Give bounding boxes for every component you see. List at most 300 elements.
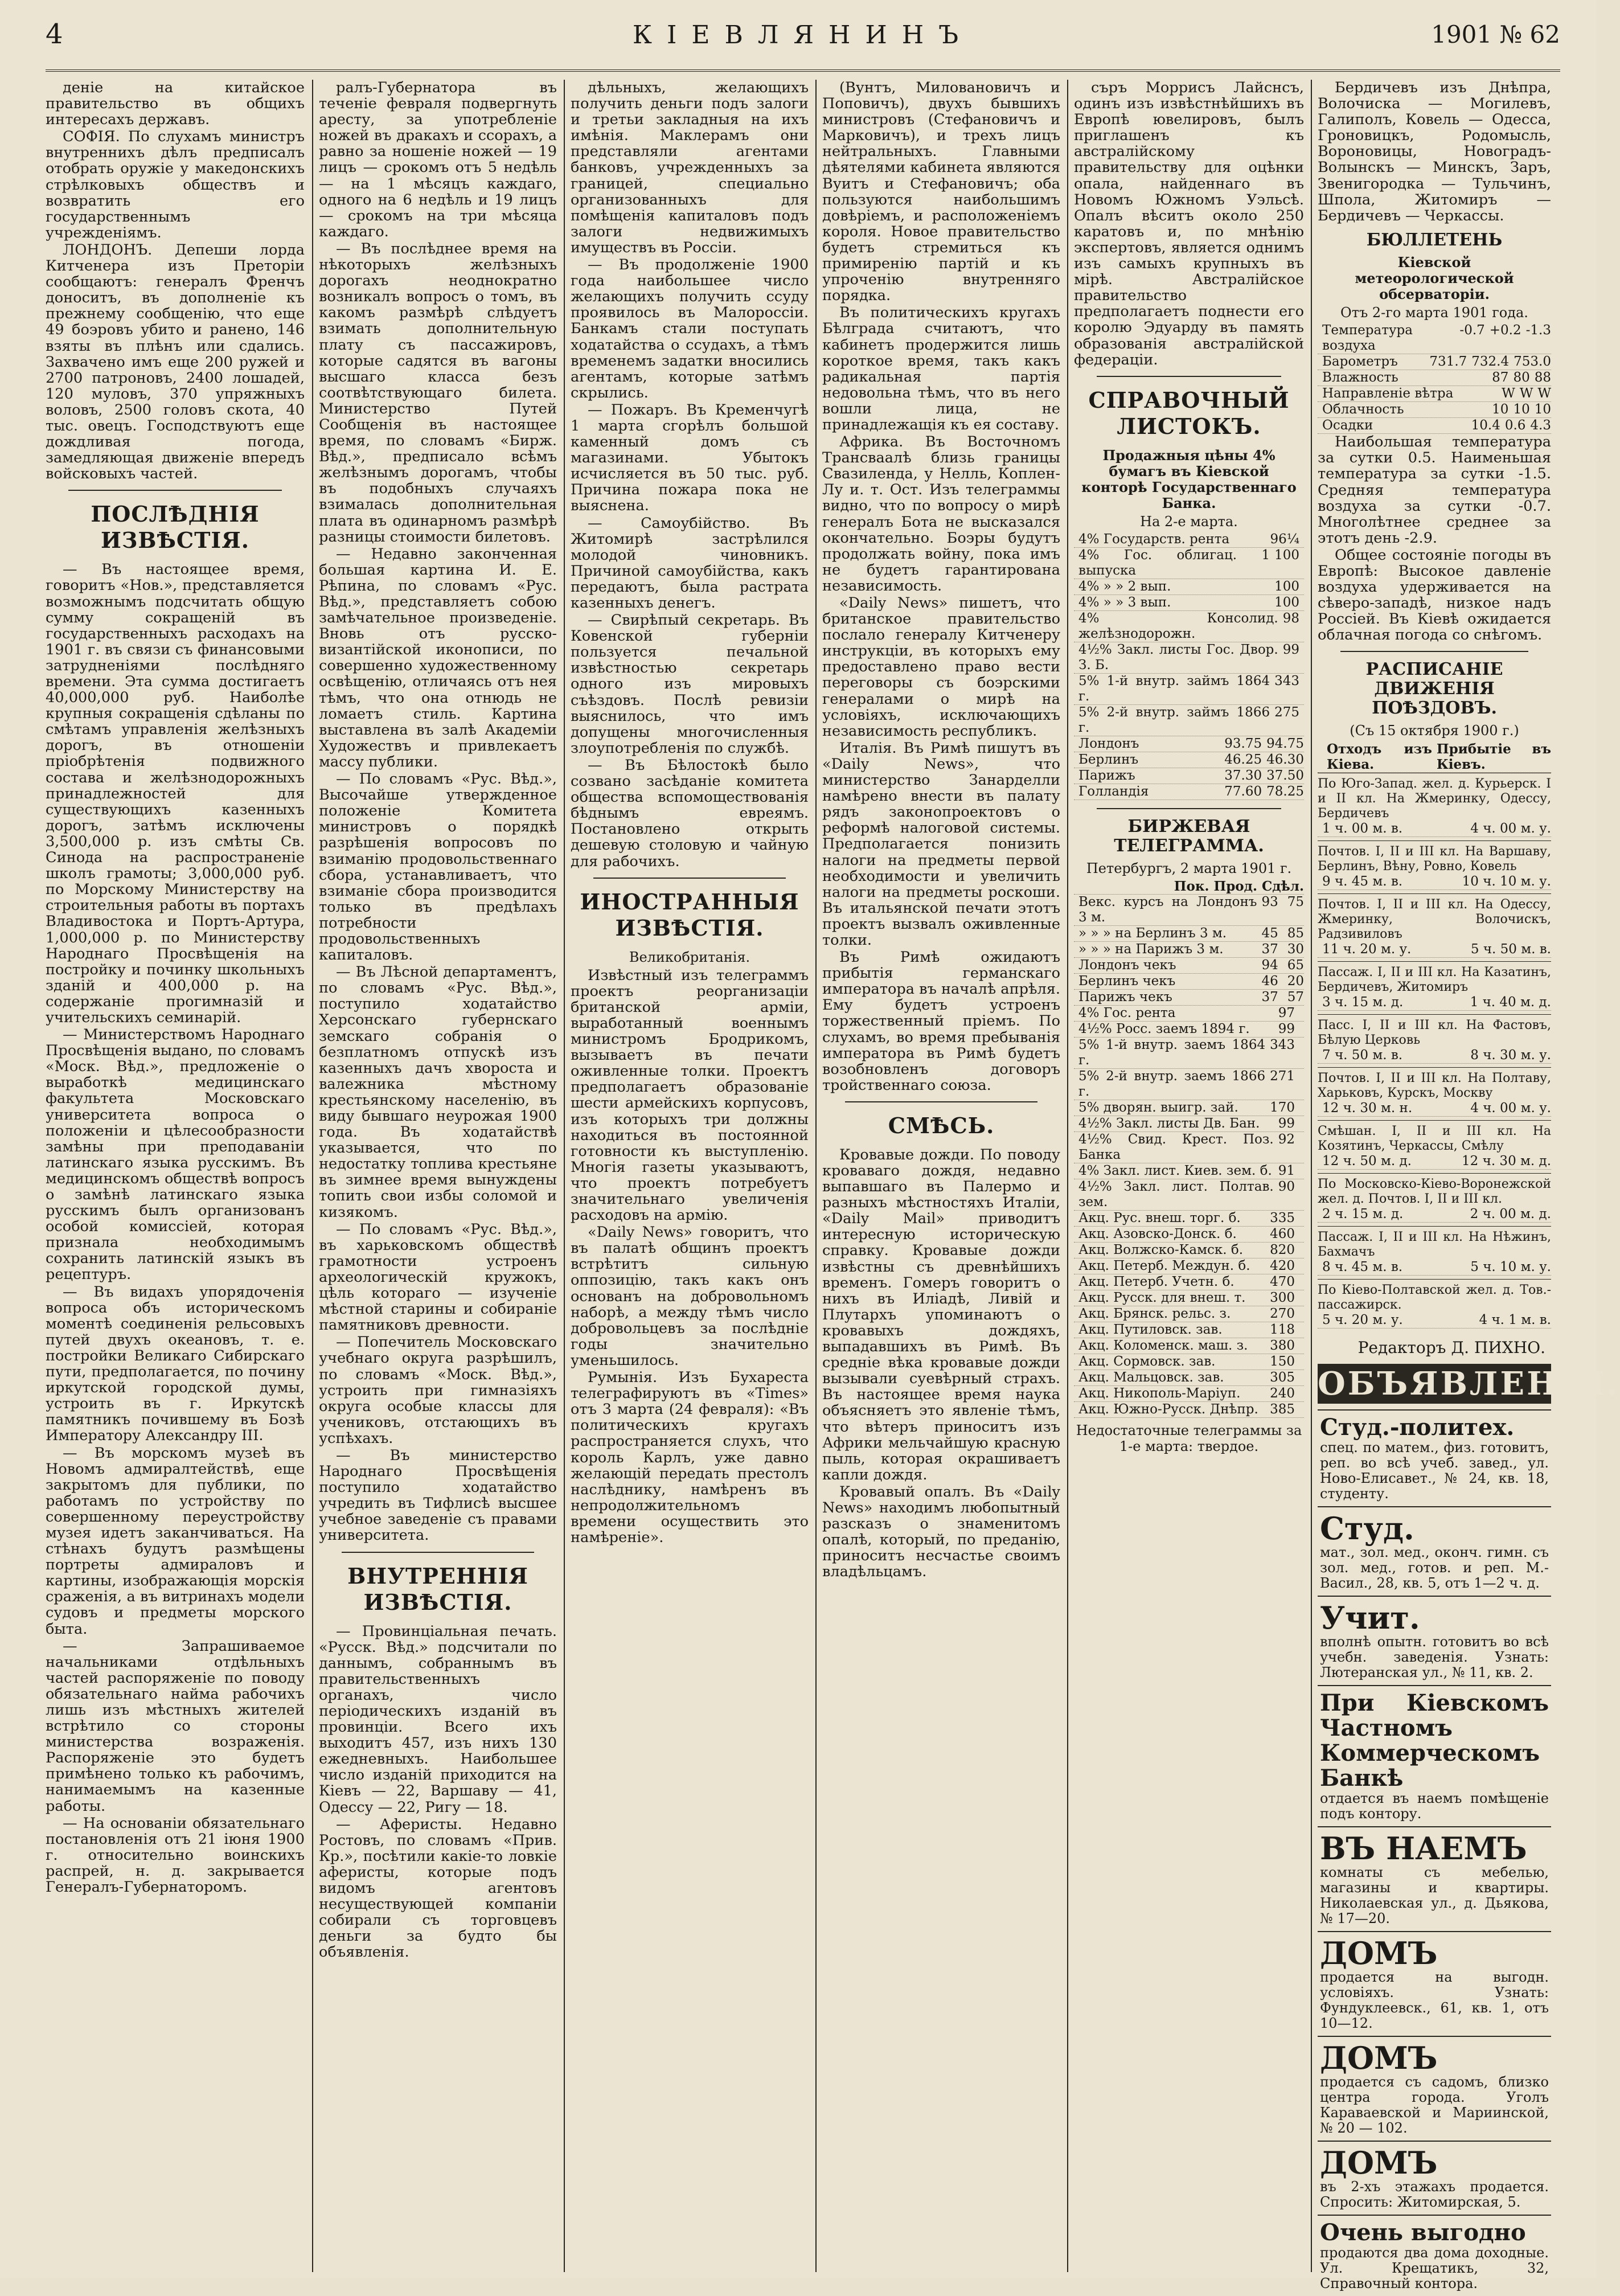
row-value: 99 bbox=[1282, 642, 1299, 658]
paragraph: — Въ Бѣлостокѣ было созвано засѣданіе комитета общества вспомоществованія бѣднымъ евреямъ. Постановлено открыть дешевую столовую и чайную для рабочихъ. bbox=[571, 756, 809, 870]
ad-text: продается на выгодн. условіяхъ. Узнать: Фундуклеевск., 61, кв. 1, отъ 10—12. bbox=[1320, 1969, 1549, 2031]
row-label: Акц. Рус. внеш. торг. б. bbox=[1078, 1211, 1241, 1226]
ad-item bbox=[1318, 1685, 1551, 1826]
table-row bbox=[1074, 595, 1304, 611]
row-value: 0.6 bbox=[1504, 418, 1526, 433]
row-value bbox=[1295, 1274, 1299, 1290]
row-value: -0.7 bbox=[1459, 323, 1485, 338]
table-row bbox=[1074, 1100, 1304, 1116]
table-row bbox=[1318, 386, 1551, 402]
section-heading: РАСПИСАНІЕ ДВИЖЕНІЯ ПОѢЗДОВЪ. bbox=[1365, 659, 1503, 719]
table-row bbox=[1074, 1386, 1304, 1402]
row-label: Направленіе вѣтра bbox=[1322, 386, 1454, 401]
departure-time: 12 ч. 50 м. д. bbox=[1322, 1153, 1412, 1168]
route-label: Почтов. I, II и III кл. На Варшаву, Берлинъ, Вѣну, Ровно, Ковель bbox=[1318, 844, 1551, 874]
row-label: Акц. Мальцовск. зав. bbox=[1078, 1370, 1224, 1385]
row-label: » » » на Берлинъ 3 м. bbox=[1078, 926, 1227, 941]
paragraph: — По словамъ «Рус. Вѣд.», Высочайше утвержденное положеніе Комитета министровъ о порядкѣ разрѣшенія вопросовъ по взиманію продовольственнаго сбора, устанавливаетъ, что взиманіе сбора производится только въ предѣлахъ потребности продовольственныхъ капиталовъ. bbox=[319, 770, 557, 964]
issue-number: 1901 № 62 bbox=[1431, 20, 1560, 48]
row-value: W bbox=[1519, 386, 1533, 401]
row-value: 97 bbox=[1278, 1006, 1295, 1021]
row-value: 45 bbox=[1261, 926, 1278, 941]
row-value bbox=[1299, 1100, 1304, 1116]
ad-title: Студ. bbox=[1320, 1510, 1414, 1547]
ad-text: въ 2-хъ этажахъ продается. Спросить: Житомирская, 5. bbox=[1320, 2178, 1549, 2210]
row-value: 343 bbox=[1270, 1038, 1295, 1053]
row-value: 99 bbox=[1278, 1022, 1295, 1037]
row-value: 753.0 bbox=[1514, 354, 1551, 370]
row-value bbox=[1299, 611, 1304, 642]
date-note: Отъ 2-го марта 1901 года. bbox=[1340, 305, 1528, 321]
route-label: По Кіево-Полтавской жел. д. Тов.-пассажирск. bbox=[1318, 1282, 1551, 1312]
departure-time: 2 ч. 15 м. д. bbox=[1322, 1206, 1404, 1221]
route-label: Пассаж. I, II и III кл. На Нѣжинъ, Бахмачъ bbox=[1318, 1229, 1551, 1259]
row-label: » » » на Парижъ 3 м. bbox=[1078, 942, 1224, 957]
row-value: 77.60 bbox=[1224, 784, 1262, 800]
row-value: 343 bbox=[1274, 674, 1299, 689]
paragraph: — По словамъ «Рус. Вѣд.», въ харьковскомъ обществѣ грамотности устроенъ археологическій кружокъ, цѣль котораго — изученіе мѣстной старины и собираніе памятниковъ древности. bbox=[319, 1220, 557, 1334]
paragraph: — Попечитель Московскаго учебнаго округа разрѣшилъ, по словамъ «Моск. Вѣд.», устроить при гимназіяхъ округа особые классы для учениковъ, отстающихъ въ успѣхахъ. bbox=[319, 1334, 557, 1447]
row-value bbox=[1299, 674, 1304, 704]
paragraph: — Въ продолженіе 1900 года наибольшее число желающихъ получить ссуду проявилось въ Малороссіи. Банкамъ стали поступать ходатайства о ссудахъ, а тѣмъ временемъ задатки вносились агентамъ, которые затѣмъ скрылись. bbox=[571, 256, 809, 401]
table-row bbox=[1074, 611, 1304, 642]
row-value bbox=[1299, 579, 1304, 594]
arrival-time: 2 ч. 00 м. д. bbox=[1470, 1206, 1551, 1221]
row-label: 5% дворян. выигр. зай. bbox=[1078, 1100, 1238, 1116]
row-value bbox=[1299, 1290, 1304, 1306]
row-value: 46.30 bbox=[1266, 752, 1304, 768]
ad-text: комнаты съ мебелью, магазины и квартиры. Николаевская ул., д. Дьякова, № 17—20. bbox=[1320, 1864, 1549, 1926]
row-value: 46 bbox=[1261, 974, 1278, 989]
row-value bbox=[1278, 974, 1283, 989]
paragraph: — Свирѣпый секретарь. Въ Ковенской губерніи пользуется печальной извѣстностью секретарь одного изъ мировыхъ съѣздовъ. Послѣ ревизіи выяснилось, что имъ допущены многочисленныя злоупотребленія по службѣ. bbox=[571, 612, 809, 757]
arrival-time: 5 ч. 10 м. у. bbox=[1470, 1259, 1551, 1274]
train-schedule bbox=[1318, 741, 1551, 1332]
row-value bbox=[1278, 942, 1283, 957]
arrival-time: 4 ч. 1 м. в. bbox=[1479, 1312, 1551, 1327]
row-value bbox=[1295, 1402, 1299, 1417]
table-row bbox=[1074, 1227, 1304, 1243]
table-row bbox=[1074, 1163, 1304, 1179]
row-label: Акц. Русск. для внеш. т. bbox=[1078, 1290, 1246, 1306]
row-value: 820 bbox=[1270, 1243, 1295, 1258]
ad-item bbox=[1318, 1931, 1551, 2036]
table-row bbox=[1074, 784, 1304, 800]
row-value bbox=[1295, 1006, 1299, 1021]
subheading: Кіевской метеорологической обсерваторіи. bbox=[1355, 253, 1514, 303]
row-label: Векс. курсъ на Лондонъ 3 м. bbox=[1078, 895, 1257, 925]
row-label: 5% 1-й внутр. заемъ 1864 г. bbox=[1078, 1038, 1266, 1068]
table-row bbox=[1074, 752, 1304, 768]
route-label: Почтов. I, II и III кл. На Одессу, Жмеринку, Волочискъ, Радзивиловъ bbox=[1318, 897, 1551, 941]
row-value: 100 bbox=[1274, 548, 1299, 563]
arrival-time: 8 ч. 30 м. у. bbox=[1470, 1047, 1551, 1063]
row-value bbox=[1299, 595, 1304, 610]
table-row bbox=[1318, 370, 1551, 386]
row-label: Барометръ bbox=[1322, 354, 1398, 370]
departure-time: 1 ч. 00 м. в. bbox=[1322, 821, 1403, 836]
paragraph: — Въ настоящее время, говоритъ «Нов.», представляется возможнымъ подсчитать общую сумму сокращеній въ государственныхъ расходахъ на 1901 г. въ связи съ финансовыми затрудненіями послѣдняго времени. Эта сумма достигаетъ 40,000,000 руб. Наиболѣе крупныя сокращенія сдѣланы по смѣтамъ управленія желѣзныхъ дорогъ, въ отношеніи пріобрѣтенія подвижного состава и желѣзнодорожныхъ принадлежностей для существующихъ казенныхъ дорогъ, затѣмъ исключены 3,500,000 р. изъ смѣты Св. Синода на распространеніе школъ грамоты; 3,000,000 руб. по Морскому Министерству на строительныя работы въ портахъ Владивостока и Портъ-Артура, 1,000,000 р. по Министерству Народнаго Просвѣщенія на постройку и починку школьныхъ зданій и 400,000 р. на содержаніе прогимназій и учительскихъ семинарій. bbox=[46, 561, 305, 1026]
row-value: 335 bbox=[1270, 1211, 1295, 1226]
table-row bbox=[1074, 1038, 1304, 1069]
paragraph: — Пожаръ. Въ Кременчугѣ 1 марта сгорѣлъ большой каменный домъ съ магазинами. Убытокъ исчисляется въ 50 тыс. руб. Причина пожара пока не выяснена. bbox=[571, 401, 809, 515]
column-1 bbox=[46, 80, 305, 2269]
divider bbox=[845, 1101, 1037, 1102]
paragraph: СОФІЯ. По слухамъ министръ внутреннихъ дѣлъ предписалъ отобрать оружіе у македонскихъ стрѣлковыхъ обществъ и возвратить его государственнымъ учрежденіямъ. bbox=[46, 128, 305, 241]
paragraph: — На основаніи обязательнаго постановленія отъ 21 іюня 1900 г. относительно воинскихъ распрей, н. д. закрывается Генералъ-Губернаторомъ. bbox=[46, 1814, 305, 1896]
row-label: Влажность bbox=[1322, 370, 1398, 386]
row-value: 88 bbox=[1534, 370, 1551, 386]
paragraph: — Въ видахъ упорядоченія вопроса объ историческомъ моментѣ соединенія рельсовыхъ путей двухъ океановъ, т. е. постройки Великаго Сибирскаго пути, предполагается, по почину иркутской городской думы, устроить въ г. Иркутскѣ памятникъ почившему въ Бозѣ Императору Александру III. bbox=[46, 1283, 305, 1445]
table-row bbox=[1318, 418, 1551, 434]
row-label: Акц. Южно-Русск. Днѣпр. bbox=[1078, 1402, 1258, 1417]
row-value: 94 bbox=[1261, 958, 1278, 973]
row-value bbox=[1295, 1069, 1299, 1100]
schedule-times bbox=[1318, 942, 1551, 958]
row-value: 94.75 bbox=[1266, 736, 1304, 752]
row-label: Облачность bbox=[1322, 402, 1404, 417]
column-rule bbox=[815, 80, 817, 2272]
row-value bbox=[1295, 1179, 1299, 1210]
table-row bbox=[1074, 1274, 1304, 1290]
arrival-time: 12 ч. 30 м. д. bbox=[1462, 1153, 1551, 1168]
route-label: Почтов. I, II и III кл. На Полтаву, Харьковъ, Курскъ, Москву bbox=[1318, 1071, 1551, 1100]
paragraph: Извѣстный изъ телеграммъ проектъ реорганизаціи британской арміи, выработанный военнымъ министромъ Бродрикомъ, вызываетъ въ печати оживленные толки. Проектъ предполагаетъ образованіе шести армейскихъ корпусовъ, изъ которыхъ три должны находиться въ постоянной готовности къ выступленію. Многія газеты указываютъ, что проектъ потребуетъ значительнаго увеличенія расходовъ на армію. bbox=[571, 966, 809, 1224]
column-header bbox=[1318, 741, 1322, 772]
ad-item bbox=[1318, 1826, 1551, 1931]
column-rule bbox=[564, 80, 565, 2272]
row-value bbox=[1299, 642, 1304, 673]
row-label: Акц. Петерб. Междун. б. bbox=[1078, 1258, 1250, 1274]
row-value bbox=[1299, 1163, 1304, 1179]
column-6 bbox=[1318, 79, 1620, 2291]
row-value: 271 bbox=[1270, 1069, 1295, 1084]
section-heading: БИРЖЕВАЯ ТЕЛЕГРАММА. bbox=[1114, 817, 1264, 856]
subheading: Великобританія. bbox=[629, 949, 750, 965]
arrival-time: 4 ч. 00 м. у. bbox=[1470, 1100, 1551, 1116]
column-header bbox=[1074, 879, 1170, 894]
row-label: Акц. Коломенск. маш. з. bbox=[1078, 1338, 1248, 1354]
row-value: 57 bbox=[1287, 990, 1304, 1005]
row-value: 170 bbox=[1270, 1100, 1295, 1116]
row-value bbox=[1295, 1022, 1299, 1037]
paragraph: — Провинціальная печать. «Русск. Вѣд.» подсчитали по даннымъ, собраннымъ въ правительственныхъ органахъ, число періодическихъ изданій въ провинціи. Всего ихъ выходитъ 457, изъ нихъ 130 ежедневныхъ. Наибольшее число изданій приходится на Кіевъ — 22, Варшаву — 41, Одессу — 22, Ригу — 18. bbox=[319, 1622, 557, 1816]
divider bbox=[342, 1552, 534, 1553]
section-heading: ПОСЛѢДНІЯ ИЗВѢСТІЯ. bbox=[91, 501, 260, 554]
row-value: 380 bbox=[1270, 1338, 1295, 1354]
column-header: Сдѣл. bbox=[1261, 879, 1304, 895]
divider bbox=[68, 490, 282, 491]
row-label: 4% » » 2 вып. bbox=[1078, 579, 1171, 594]
column-5 bbox=[1074, 80, 1304, 2269]
ad-title: ДОМЪ bbox=[1320, 2039, 1438, 2076]
route-label: Смѣшан. I, II и III кл. На Козятинъ, Черкассы, Смѣлу bbox=[1318, 1124, 1551, 1153]
row-value bbox=[1299, 532, 1304, 547]
row-value bbox=[1299, 1354, 1304, 1370]
divider bbox=[1340, 651, 1528, 652]
paragraph: ЛОНДОНЪ. Депеши лорда Китченера изъ Преторіи сообщаютъ: генералъ Френчъ доноситъ, въ дополненіе къ прежнему сообщенію, что еще 49 боэровъ убито и ранено, 146 взяты въ плѣнъ или сдались. Захвачено имъ еще 200 ружей и 2700 патроновъ, 2400 лошадей, 120 муловъ, 370 упряжныхъ воловъ, 2500 головъ скота, 40 тыс. овецъ. Господствуютъ еще дождливая погода, замедляющая движеніе впередъ войсковыхъ частей. bbox=[46, 241, 305, 483]
departure-time: 11 ч. 20 м. у. bbox=[1322, 941, 1412, 957]
row-label: Акц. Никополь-Маріуп. bbox=[1078, 1386, 1241, 1401]
arrival-time: 1 ч. 40 м. д. bbox=[1470, 994, 1551, 1010]
paragraph: Бердичевъ изъ Днѣпра, Волочиска — Могилевъ, Галиполъ, Ковель — Одесса, Гроновицкъ, Родомысль, Вороновицы, Новоградъ-Волынскъ — Минскъ, Заръ, Звенигородка — Тульчинъ, Шпола, Житомиръ — Бердичевъ — Черкассы. bbox=[1318, 79, 1551, 224]
schedule-row bbox=[1318, 1226, 1551, 1279]
table-row bbox=[1074, 1069, 1304, 1100]
row-value: 10.4 bbox=[1471, 418, 1500, 433]
divider bbox=[593, 878, 786, 879]
row-value: W bbox=[1502, 386, 1515, 401]
row-value bbox=[1278, 926, 1283, 941]
row-label: Осадки bbox=[1322, 418, 1373, 433]
table-row bbox=[1074, 974, 1304, 990]
paragraph: (Вунтъ, Миловановичъ и Поповичъ), двухъ бывшихъ министровъ (Стефановичъ и Марковичъ), и трехъ лицъ нейтральныхъ. Главными дѣятелями кабинета являются Вуитъ и Стефановичъ; оба пользуются наибольшимъ довѣріемъ, и расположеніемъ короля. Новое правительство будетъ стремиться къ примиренію партій и къ упроченію внутренняго порядка. bbox=[822, 79, 1060, 305]
paragraph: — Въ министерство Народнаго Просвѣщенія поступило ходатайство учредить въ Тифлисѣ высшее учебное заведеніе съ правами университета. bbox=[319, 1446, 557, 1544]
ads-list bbox=[1318, 1409, 1551, 2296]
schedule-times bbox=[1318, 1048, 1551, 1064]
row-value bbox=[1299, 1116, 1304, 1131]
row-value: 80 bbox=[1513, 370, 1530, 386]
divider bbox=[1097, 376, 1281, 377]
paragraph: Общее состояніе погоды въ Европѣ: Высокое давленіе воздуха удерживается на сѣверо-западѣ, низкое надъ Россіей. Въ Кіевѣ ожидается облачная погода со снѣгомъ. bbox=[1318, 546, 1551, 644]
section-heading: СМѢСЬ. bbox=[888, 1112, 995, 1138]
ad-text: вполнѣ опытн. готовитъ во всѣ учебн. заведенія. Узнать: Лютеранская ул., № 11, кв. 2. bbox=[1320, 1633, 1549, 1680]
row-label: 4½% Закл. лист. Полтав. зем. bbox=[1078, 1179, 1274, 1210]
schedule-row bbox=[1318, 893, 1551, 961]
row-value bbox=[1295, 1354, 1299, 1370]
table-row bbox=[1074, 674, 1304, 705]
column-rule bbox=[1311, 80, 1312, 2272]
schedule-row bbox=[1318, 961, 1551, 1014]
row-value: 240 bbox=[1270, 1386, 1295, 1401]
divider bbox=[1097, 808, 1281, 809]
row-value bbox=[1299, 1038, 1304, 1068]
ad-title: ДОМЪ bbox=[1320, 1934, 1438, 1971]
row-label: 5% 1-й внутр. займъ 1864 г. bbox=[1078, 674, 1270, 704]
row-value bbox=[1299, 1386, 1304, 1401]
arrival-time: 5 ч. 50 м. в. bbox=[1470, 941, 1551, 957]
row-value: 46.25 bbox=[1224, 752, 1262, 768]
row-value: 470 bbox=[1270, 1274, 1295, 1290]
row-value: 460 bbox=[1270, 1227, 1295, 1242]
row-label: Берлинъ чекъ bbox=[1078, 974, 1176, 989]
row-value bbox=[1299, 548, 1304, 579]
row-value bbox=[1299, 1211, 1304, 1226]
row-value bbox=[1278, 958, 1283, 973]
column-3 bbox=[571, 80, 809, 2269]
row-label: Акц. Азовско-Донск. б. bbox=[1078, 1227, 1237, 1242]
editor-credit: Редакторъ Д. ПИХНО. bbox=[1357, 1338, 1545, 1357]
row-label: 4% Государств. рента bbox=[1078, 532, 1230, 547]
departure-time: 3 ч. 15 м. д. bbox=[1322, 994, 1404, 1010]
departure-time: 12 ч. 30 м. н. bbox=[1322, 1100, 1413, 1116]
table-row bbox=[1074, 1306, 1304, 1322]
departure-time: 5 ч. 20 м. у. bbox=[1322, 1312, 1403, 1327]
table-row bbox=[1074, 1290, 1304, 1306]
row-value bbox=[1299, 1338, 1304, 1354]
exchange-table bbox=[1074, 879, 1304, 1418]
schedule-times bbox=[1318, 1101, 1551, 1117]
route-label: Пасс. I, II и III кл. На Фастовъ, Бѣлую Церковь bbox=[1318, 1018, 1551, 1047]
paragraph: Кровавые дожди. По поводу кроваваго дождя, недавно выпавшаго въ Палермо и разныхъ мѣстностяхъ Италіи, «Daily Mail» приводитъ интересную историческую справку. Кровавые дожди извѣстны съ древнѣйшихъ временъ. Гомеръ говоритъ о нихъ въ Иліадѣ, Ливій и Плутархъ упоминаютъ о кровавыхъ дождяхъ, выпадавшихъ въ Римѣ. Въ средніе вѣка кровавые дожди вызывали суевѣрный страхъ. Въ настоящее время наука объясняетъ это явленіе тѣмъ, что вѣтеръ приноситъ изъ Африки мельчайшую красную пыль, которая окрашиваетъ капли дождя. bbox=[822, 1146, 1060, 1483]
section-heading: ИНОСТРАННЫЯ ИЗВѢСТІЯ. bbox=[580, 888, 799, 941]
column-header: Отходъ изъ Кіева. bbox=[1327, 741, 1432, 772]
row-value bbox=[1295, 1227, 1299, 1242]
date-note: Петербургъ, 2 марта 1901 г. bbox=[1086, 860, 1292, 877]
schedule-row bbox=[1318, 1173, 1551, 1226]
column-header: Пок. bbox=[1174, 879, 1209, 895]
row-value bbox=[1299, 1006, 1304, 1021]
route-label: По Московско-Кіево-Воронежской жел. д. Почтов. I, II и III кл. bbox=[1318, 1176, 1551, 1206]
paragraph: Румынія. Изъ Бухареста телеграфируютъ въ «Times» отъ 3 марта (24 февраля): «Въ политическихъ кругахъ распространяется слухъ, что король Карлъ, уже давно желающій передать престолъ наслѣднику, намѣренъ въ непродолжительномъ времени осуществить это намѣреніе». bbox=[571, 1369, 809, 1546]
row-value: 385 bbox=[1270, 1402, 1295, 1417]
table-row bbox=[1074, 895, 1304, 926]
paragraph: Италія. Въ Римѣ пишутъ въ «Daily News», что министерство Занарделли намѣрено внести въ палату рядъ законопроектовъ о реформѣ налоговой системы. Предполагается понизить налоги на предметы первой необходимости и увеличить налоги на предметы роскоши. Въ итальянской печати этотъ проектъ вызвалъ оживленные толки. bbox=[822, 739, 1060, 949]
arrival-time: 10 ч. 10 м. у. bbox=[1462, 874, 1551, 889]
newspaper-title: КІЕВЛЯНИНЪ bbox=[632, 20, 974, 50]
paragraph: Африка. Въ Восточномъ Трансваалѣ близь границы Свазиленда, у Нелль, Коплен-Лу и. т. Ост. Изъ телеграммы видно, что по вопросу о мирѣ генералъ Бота не высказался окончательно. Боэры будутъ продолжать войну, пока имъ не будетъ гарантирована независимость. bbox=[822, 433, 1060, 594]
row-value: 37 bbox=[1261, 942, 1278, 957]
schedule-times bbox=[1318, 1154, 1551, 1170]
row-value bbox=[1295, 1306, 1299, 1322]
table-header bbox=[1318, 741, 1551, 773]
paragraph: — Министерствомъ Народнаго Просвѣщенія выдано, по словамъ «Моск. Вѣд.», предложеніе о выработкѣ медицинскаго факультета Московскаго университета вопроса о положеніи и цѣлесообразности замѣны при преподаваніи латинскаго языка русскимъ. Въ медицинскомъ обществѣ вопросъ о замѣнѣ латинскаго языка русскимъ былъ организованъ особой комиссіей, которая признала необходимымъ сохранить латинскій языкъ въ рецептуръ. bbox=[46, 1026, 305, 1284]
table-row bbox=[1074, 1211, 1304, 1227]
column-rule bbox=[1067, 80, 1068, 2272]
schedule-times bbox=[1318, 1260, 1551, 1276]
row-value bbox=[1299, 1258, 1304, 1274]
departure-time: 7 ч. 50 м. в. bbox=[1322, 1047, 1403, 1063]
row-value: 100 bbox=[1274, 595, 1299, 610]
date-note: На 2-е марта. bbox=[1140, 514, 1238, 530]
row-label: Парижъ bbox=[1078, 768, 1135, 784]
departure-time: 8 ч. 45 м. в. bbox=[1322, 1259, 1403, 1274]
row-value bbox=[1295, 1243, 1299, 1258]
row-value: 100 bbox=[1274, 579, 1299, 594]
ad-title: Учит. bbox=[1320, 1599, 1420, 1636]
row-value: 37 bbox=[1261, 990, 1278, 1005]
row-value bbox=[1295, 1258, 1299, 1274]
schedule-times bbox=[1318, 995, 1551, 1011]
row-value: 93 bbox=[1261, 895, 1278, 910]
column-4 bbox=[822, 80, 1060, 2269]
row-value bbox=[1278, 895, 1283, 925]
row-label: Акц. Сормовск. зав. bbox=[1078, 1354, 1216, 1370]
schedule-times bbox=[1318, 1207, 1551, 1223]
row-value: 96¼ bbox=[1270, 532, 1299, 547]
row-value: 150 bbox=[1270, 1354, 1295, 1370]
table-row bbox=[1074, 1258, 1304, 1274]
row-value: 98 bbox=[1282, 611, 1299, 626]
paragraph: — Аферисты. Недавно Ростовъ, по словамъ «Прив. Кр.», посѣтили какіе-то ловкіе аферисты, которые подъ видомъ агентовъ несуществующей компаніи собирали съ торговцевъ деньги за будто бы объявленія. bbox=[319, 1815, 557, 1961]
row-value bbox=[1295, 1132, 1299, 1163]
schedule-row bbox=[1318, 1014, 1551, 1067]
paragraph: Наибольшая температура за сутки 0.5. Наименьшая температура за сутки -1.5. Средняя температура воздуха за сутки -0.7. Многолѣтнее среднее за этотъ день -2.9. bbox=[1318, 433, 1551, 547]
table-row bbox=[1074, 1006, 1304, 1022]
table-row bbox=[1074, 1338, 1304, 1354]
ad-title: Очень выгодно bbox=[1320, 2219, 1526, 2246]
schedule-times bbox=[1318, 821, 1551, 837]
page-number: 4 bbox=[46, 18, 63, 50]
row-value: 20 bbox=[1287, 974, 1304, 989]
table-row bbox=[1318, 402, 1551, 418]
subheading: Продажныя цѣны 4% бумагъ въ Кіевской конторѣ Государственнаго Банка. bbox=[1081, 446, 1297, 511]
row-label: Лондонъ bbox=[1078, 736, 1139, 752]
row-value bbox=[1295, 1370, 1299, 1385]
table-row bbox=[1074, 768, 1304, 784]
row-value: 305 bbox=[1270, 1370, 1295, 1385]
table-row bbox=[1318, 323, 1551, 354]
table-row bbox=[1074, 1402, 1304, 1418]
schedule-row bbox=[1318, 1120, 1551, 1173]
section-heading: ВНУТРЕННІЯ ИЗВѢСТІЯ. bbox=[347, 1563, 528, 1615]
ad-item bbox=[1318, 2141, 1551, 2215]
row-value bbox=[1299, 1022, 1304, 1037]
table-header bbox=[1074, 879, 1304, 895]
route-label: По Юго-Запад. жел. д. Курьерск. I и II кл. На Жмеринку, Одессу, Бердичевъ bbox=[1318, 776, 1551, 821]
column-rule bbox=[312, 80, 313, 2272]
row-value bbox=[1295, 1163, 1299, 1179]
row-value bbox=[1299, 1179, 1304, 1210]
table-row bbox=[1074, 942, 1304, 958]
row-value: 78.25 bbox=[1266, 784, 1304, 800]
row-label: 4% Закл. лист. Киев. зем. б. bbox=[1078, 1163, 1272, 1179]
row-value bbox=[1299, 1322, 1304, 1338]
departure-time: 9 ч. 45 м. в. bbox=[1322, 874, 1403, 889]
ad-item bbox=[1318, 2215, 1551, 2296]
row-value bbox=[1295, 1038, 1299, 1068]
ad-item bbox=[1318, 2036, 1551, 2141]
row-value: 92 bbox=[1278, 1132, 1295, 1147]
ad-item bbox=[1318, 1409, 1551, 1506]
row-value: 300 bbox=[1270, 1290, 1295, 1306]
table-row bbox=[1074, 1179, 1304, 1211]
row-label: Парижъ чекъ bbox=[1078, 990, 1172, 1005]
row-value bbox=[1299, 1132, 1304, 1163]
row-value: 65 bbox=[1287, 958, 1304, 973]
row-value bbox=[1299, 1402, 1304, 1417]
row-value bbox=[1295, 1116, 1299, 1131]
table-row bbox=[1074, 1243, 1304, 1258]
ad-item bbox=[1318, 1596, 1551, 1685]
table-row bbox=[1074, 990, 1304, 1006]
ad-text: отдается въ наемъ помѣщеніе подъ контору. bbox=[1320, 1790, 1549, 1822]
row-value: 4.3 bbox=[1530, 418, 1551, 433]
row-value: 87 bbox=[1492, 370, 1509, 386]
row-value: 731.7 bbox=[1429, 354, 1467, 370]
schedule-row bbox=[1318, 773, 1551, 840]
row-value bbox=[1299, 1069, 1304, 1100]
ad-text: спец. по матем., физ. готовитъ, реп. во всѣ учеб. завед., ул. Ново-Елисавет., № 24, кв. 18, студенту. bbox=[1320, 1439, 1549, 1502]
row-value: 75 bbox=[1287, 895, 1304, 910]
bank-rates-table bbox=[1074, 532, 1304, 800]
row-value bbox=[1295, 1211, 1299, 1226]
ad-title: При Кіевскомъ Частномъ Коммерческомъ Банкѣ bbox=[1320, 1689, 1549, 1791]
row-label: Берлинъ bbox=[1078, 752, 1139, 768]
ads-heading: ОБЪЯВЛЕНІЯ. bbox=[1318, 1364, 1620, 1403]
row-value: 118 bbox=[1270, 1322, 1295, 1338]
weather-table bbox=[1318, 323, 1551, 434]
paragraph: — Запрашиваемое начальниками отдѣльныхъ частей распоряженіе по поводу обязательнаго найма рабочихъ лишь изъ мѣстныхъ жителей встрѣтило со стороны министерства возраженія. Распоряженіе это будетъ примѣнено только къ рабочимъ, нанимаемымъ на казенные работы. bbox=[46, 1637, 305, 1815]
table-row bbox=[1074, 1354, 1304, 1370]
paragraph: — Въ Лѣсной департаментъ, по словамъ «Рус. Вѣд.», поступило ходатайство Херсонскаго губернскаго земскаго собранія о безплатномъ отпускѣ изъ казенныхъ дачъ хвороста и валежника мѣстному крестьянскому населенію, въ виду бывшаго неурожая 1900 года. Въ ходатайствѣ указывается, что по недостатку топлива крестьяне въ зимнее время вынуждены топить свои избы соломой и кизякомъ. bbox=[319, 964, 557, 1221]
ad-text: продаются два дома доходные. Ул. Крещатикъ, 32, Справочный контора. bbox=[1320, 2244, 1549, 2291]
paragraph: — Недавно законченная большая картина И. Е. Рѣпина, по словамъ «Рус. Вѣд.», представляетъ собою замѣчательное произведеніе. Вновь отъ русско-византійской иконописи, по совершенно художественному освѣщенію, отличаясь отъ нея тѣмъ, что она отнюдь не ломаетъ стиль. Картина выставлена въ залѣ Академіи Художествъ и привлекаетъ массу публики. bbox=[319, 545, 557, 770]
row-value: 30 bbox=[1287, 942, 1304, 957]
row-value bbox=[1299, 705, 1304, 736]
column-header: Прибытіе въ Кіевъ. bbox=[1436, 741, 1551, 772]
row-label: 5% 2-й внутр. займъ 1866 г. bbox=[1078, 705, 1270, 736]
table-row bbox=[1074, 736, 1304, 752]
